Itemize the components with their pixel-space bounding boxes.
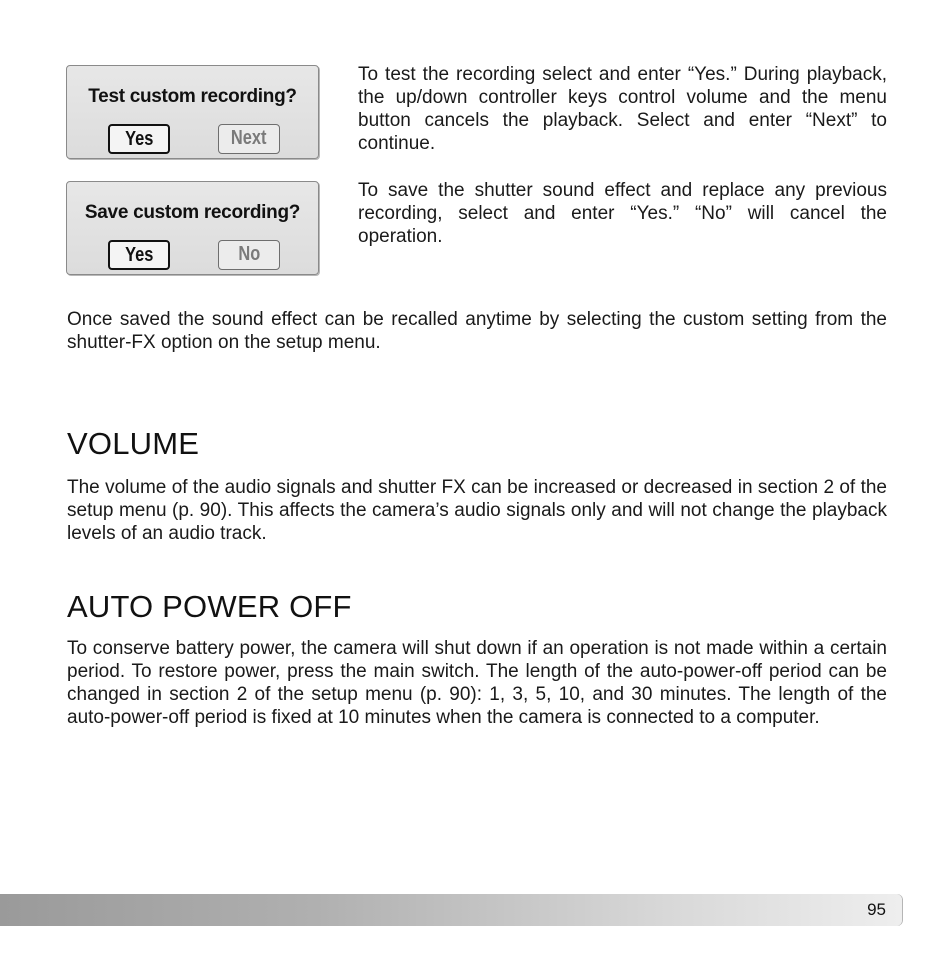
auto-power-off-heading: AUTO POWER OFF [67, 589, 352, 624]
dialog-question: Test custom recording? [88, 86, 297, 107]
test-recording-dialog [66, 65, 319, 159]
test-recording-description: To test the recording select and enter “Yes.” During playback, the up/down controller keys control volume and the menu button cancels the playback. Select and enter “Next” to continue. [358, 64, 887, 154]
dialog-question: Save custom recording? [84, 202, 301, 223]
auto-power-off-body: To conserve battery power, the camera will shut down if an operation is not made within a certain period. To restore power, press the main switch. The length of the auto-power-off period can be changed in section 2 of the setup menu (p. 90): 1, 3, 5, 10, and 30 minutes. The length of the auto-power-off period is fixed at 10 minutes when the camera is connected to a computer. [67, 638, 887, 728]
volume-body: The volume of the audio signals and shutter FX can be increased or decreased in section 2 of the setup menu (p. 90). This affects the camera’s audio signals only and will not change the playback levels of an audio track. [67, 477, 887, 544]
page-number: 95 [867, 900, 886, 919]
next-button [218, 124, 280, 154]
save-recording-description: To save the shutter sound effect and replace any previous recording, select and enter “Yes.” “No” will cancel the operation. [358, 180, 887, 247]
save-recording-dialog [66, 181, 319, 275]
yes-button [108, 124, 170, 154]
yes-button-label: Yes [124, 244, 154, 266]
next-button-label: Next [231, 127, 267, 149]
no-button [218, 240, 280, 270]
volume-heading: VOLUME [67, 426, 200, 461]
footer-bar [0, 894, 902, 926]
intro-paragraph: Once saved the sound effect can be recalled anytime by selecting the custom setting from the shutter-FX option on the setup menu. [67, 309, 887, 353]
yes-button-label: Yes [124, 128, 154, 150]
yes-button [108, 240, 170, 270]
no-button-label: No [238, 243, 260, 265]
